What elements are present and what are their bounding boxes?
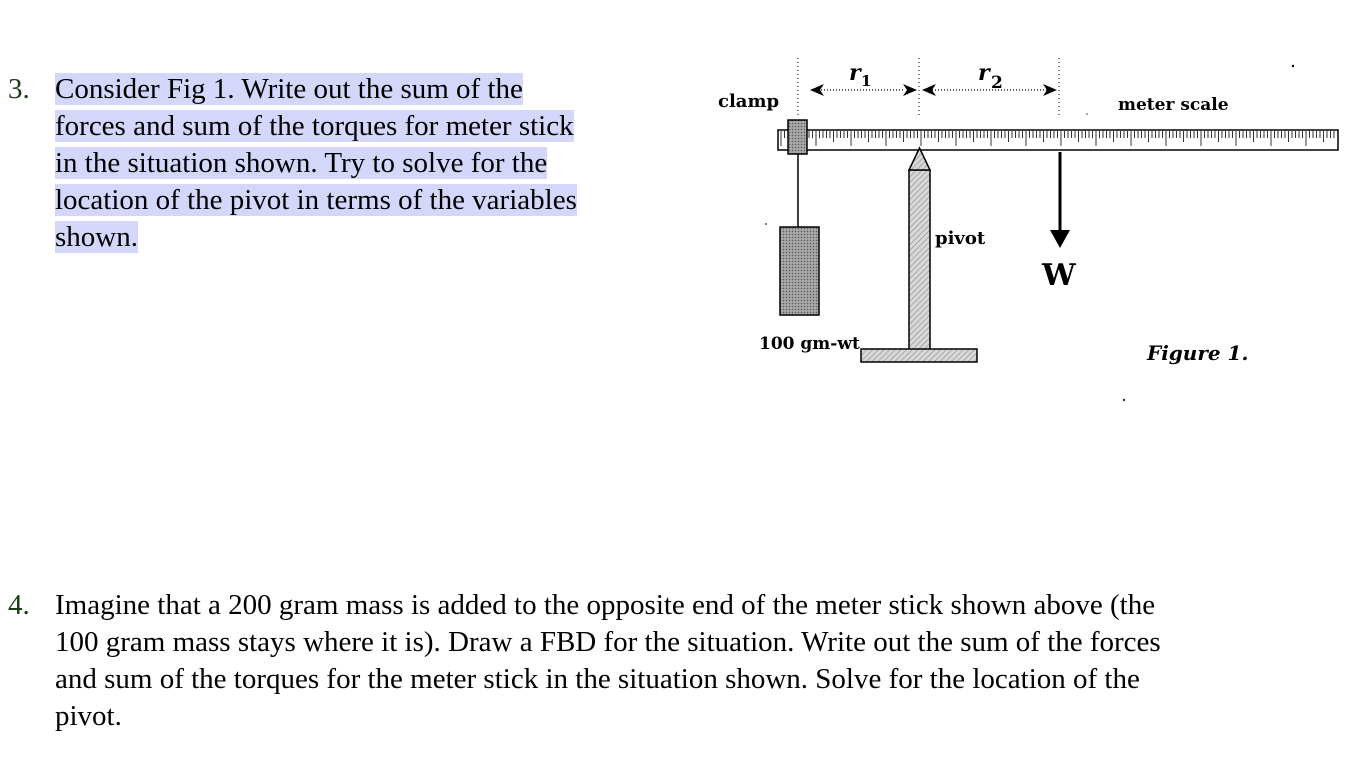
scan-speck (1086, 113, 1088, 115)
r2-subscript: 2 (991, 73, 1003, 93)
question-4-line: and sum of the torques for the meter stick in the situation shown. Solve for the location of the (55, 663, 1140, 695)
question-3-number: 3. (8, 73, 30, 105)
pivot-label: pivot (935, 228, 986, 249)
question-3-line: Consider Fig 1. Write out the sum of the (55, 73, 523, 105)
r2-label: r (978, 60, 990, 86)
question-4-text (55, 587, 1355, 735)
scan-speck (765, 223, 767, 225)
hanging-mass (780, 227, 819, 315)
question-4-line: pivot. (55, 700, 122, 732)
scan-speck (1292, 65, 1294, 67)
weight-arrow (1050, 152, 1070, 248)
question-4-line: Imagine that a 200 gram mass is added to the opposite end of the meter stick shown above (the (55, 589, 1156, 621)
r1-label: r (849, 60, 861, 86)
r1-subscript: 1 (861, 72, 872, 90)
meter-scale-label: meter scale (1118, 95, 1229, 115)
clamp-label: clamp (718, 91, 780, 112)
question-3-line: shown. (55, 221, 138, 253)
weight-label: W (1042, 258, 1076, 293)
figure-caption: Figure 1. (1147, 341, 1249, 365)
meter-stick (778, 130, 1338, 150)
mass-label: 100 gm-wt (759, 334, 860, 354)
clamp (788, 120, 807, 154)
pivot-stand (861, 148, 977, 362)
question-3-line: forces and sum of the torques for meter stick (55, 110, 574, 142)
question-4-number: 4. (8, 589, 30, 621)
question-4-line: 100 gram mass stays where it is). Draw a FBD for the situation. Write out the sum of the forces (55, 626, 1161, 658)
scan-speck (1123, 399, 1125, 401)
question-3-line: location of the pivot in terms of the variables (55, 184, 577, 216)
question-3-line: in the situation shown. Try to solve for the (55, 147, 548, 179)
